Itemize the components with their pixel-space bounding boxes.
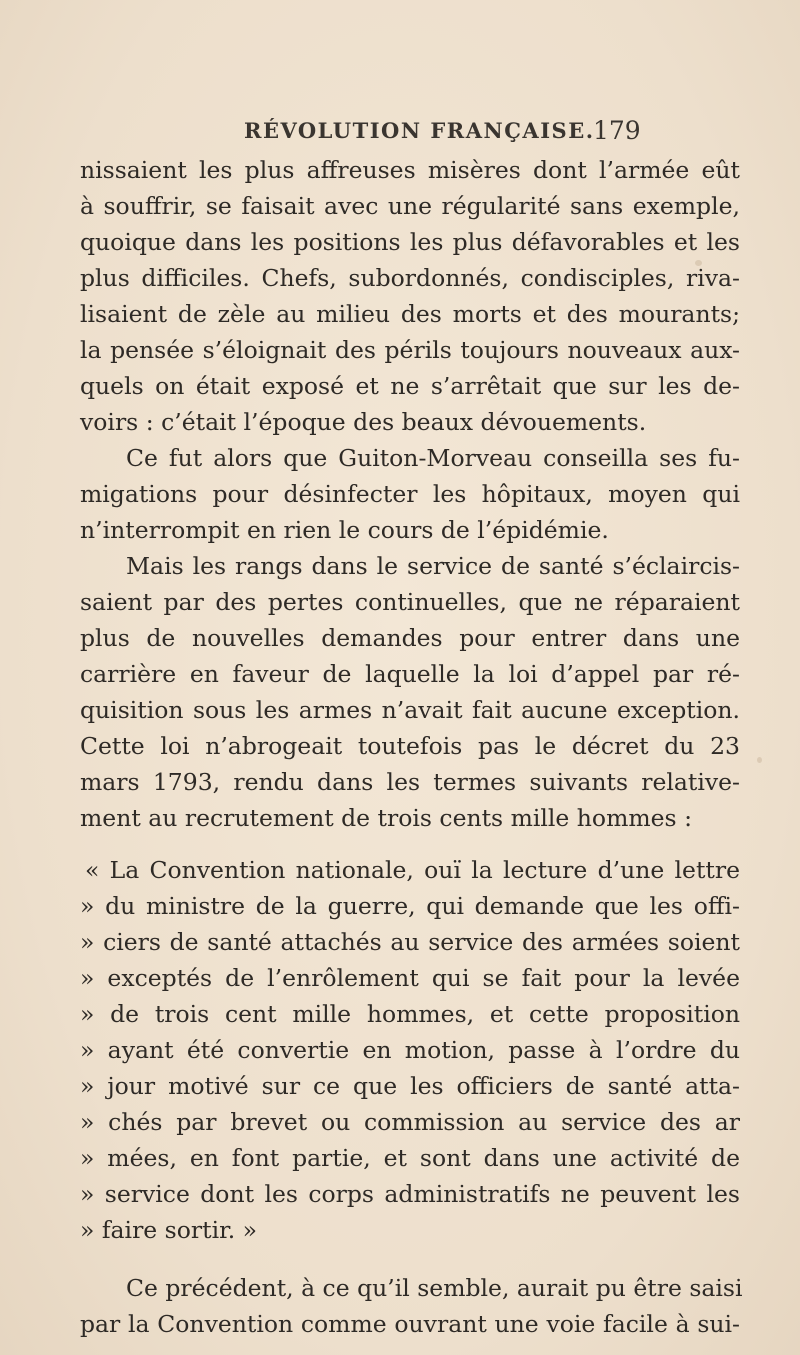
text-line: migations pour désinfecter les hôpitaux, moyen qui bbox=[80, 480, 740, 508]
page-number: 179 bbox=[593, 116, 641, 145]
quote-line: » ayant été convertie en motion, passe à l’ordre du bbox=[80, 1036, 740, 1064]
paragraph-first-line: Mais les rangs dans le service de santé s’éclaircis- bbox=[126, 552, 740, 580]
quote-line: » jour motivé sur ce que les officiers de santé atta- bbox=[80, 1072, 740, 1100]
quote-line: » exceptés de l’enrôlement qui se fait pour la levée bbox=[80, 964, 740, 992]
text-line: nissaient les plus affreuses misères dont l’armée eût bbox=[80, 156, 740, 184]
text-line: plus difficiles. Chefs, subordonnés, condisciples, riva- bbox=[80, 264, 740, 292]
text-line: lisaient de zèle au milieu des morts et des mourants; bbox=[80, 300, 740, 328]
text-line: quisition sous les armes n’avait fait aucune exception. bbox=[80, 696, 740, 724]
text-line: mars 1793, rendu dans les termes suivants relative- bbox=[80, 768, 740, 796]
paper-stain bbox=[757, 757, 762, 763]
text-line: n’interrompit en rien le cours de l’épidémie. bbox=[80, 516, 609, 544]
text-line: à souffrir, se faisait avec une régularité sans exemple, bbox=[80, 192, 740, 220]
quote-line: » du ministre de la guerre, qui demande que les offi- bbox=[80, 892, 740, 920]
paragraph-first-line: Ce fut alors que Guiton-Morveau conseilla ses fu- bbox=[126, 444, 740, 472]
text-line: par la Convention comme ouvrant une voie facile à sui- bbox=[80, 1310, 740, 1338]
text-line: la pensée s’éloignait des périls toujours nouveaux aux- bbox=[80, 336, 740, 364]
quote-line: » service dont les corps administratifs ne peuvent les bbox=[80, 1180, 740, 1208]
text-line: saient par des pertes continuelles, que ne réparaient bbox=[80, 588, 740, 616]
page-header bbox=[0, 112, 800, 152]
quote-line: » mées, en font partie, et sont dans une activité de bbox=[80, 1144, 740, 1172]
paragraph-first-line: Ce précédent, à ce qu’il semble, aurait pu être saisi bbox=[126, 1274, 743, 1302]
quote-line: » de trois cent mille hommes, et cette proposition bbox=[80, 1000, 740, 1028]
text-line: voirs : c’était l’époque des beaux dévouements. bbox=[80, 408, 647, 436]
text-line: Cette loi n’abrogeait toutefois pas le décret du 23 bbox=[80, 732, 740, 760]
quote-line: » ciers de santé attachés au service des armées soient bbox=[80, 928, 740, 956]
quote-line: » faire sortir. » bbox=[80, 1216, 258, 1244]
text-line: plus de nouvelles demandes pour entrer dans une bbox=[80, 624, 740, 652]
text-line: ment au recrutement de trois cents mille hommes : bbox=[80, 804, 692, 832]
text-line: quels on était exposé et ne s’arrêtait que sur les de- bbox=[80, 372, 740, 400]
quote-line: » chés par brevet ou commission au service des ar bbox=[80, 1108, 740, 1136]
running-title: RÉVOLUTION FRANÇAISE. bbox=[244, 118, 595, 143]
text-line: carrière en faveur de laquelle la loi d’appel par ré- bbox=[80, 660, 740, 688]
text-line: quoique dans les positions les plus défavorables et les bbox=[80, 228, 740, 256]
quote-line: « La Convention nationale, ouï la lecture d’une lettre bbox=[85, 856, 740, 884]
